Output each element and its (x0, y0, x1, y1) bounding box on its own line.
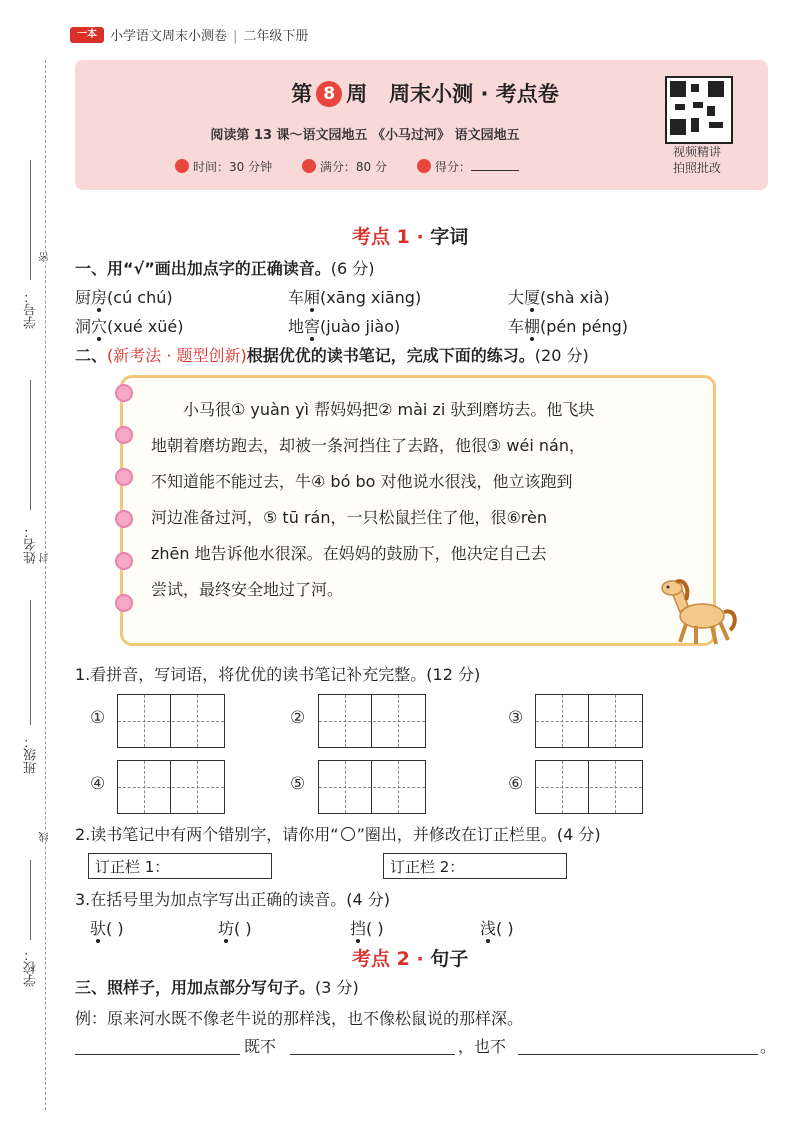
sentence-blank-1[interactable] (75, 1054, 240, 1055)
passage-line: 不知道能不能过去，牛④ bó bo 对他说水很浅，他立该跑到 (151, 472, 573, 491)
section-2-prefix: 考点 2 · (352, 948, 431, 970)
qr-caption (657, 144, 737, 176)
quiz-subtitle: 阅读第 13 课～语文园地五 《小马过河》 语文园地五 (210, 128, 520, 143)
question-3-points: (3 分) (315, 978, 359, 997)
title-prefix: 第 (291, 82, 313, 106)
q1-row-2-item-2[interactable]: 地窖(juào jiào) (288, 317, 401, 336)
passage-line: 地朝着磨坊跑去，却被一条河挡住了去路，他很③ wéi nán， (151, 436, 585, 455)
pinyin-blank-1[interactable]: 驮( ) (90, 919, 124, 938)
blank-number: ② (290, 708, 306, 728)
title-main: 周末小测 · 考点卷 (389, 82, 559, 106)
question-2-label: 二、 (75, 346, 108, 365)
sentence-connector-2: ，也不 (458, 1037, 507, 1056)
full-score-label: 满分：80 分 (319, 160, 388, 174)
pony-illustration (650, 578, 740, 648)
example-sentence: 例：原来河水既不像老牛说的那样浅，也不像松鼠说的那样深。 (75, 1009, 524, 1028)
sentence-end: 。 (760, 1037, 777, 1056)
school-line[interactable] (30, 860, 31, 940)
correction-field-2[interactable]: 订正栏 2： (383, 853, 567, 879)
qr-caption-1: 视频精讲 (672, 145, 721, 159)
passage-line: zhēn 地告诉他水很深。在妈妈的鼓励下，他决定自己去 (151, 544, 547, 563)
quiz-title (215, 78, 635, 108)
section-2-heading (352, 944, 468, 971)
passage-line: 小马很① yuàn yì 帮妈妈把② mài zi 驮到磨坊去。他飞块 (183, 400, 595, 419)
passage-line: 尝试，最终安全地过了河。 (151, 580, 344, 599)
score-field[interactable] (471, 170, 519, 171)
writing-grid-4[interactable] (117, 760, 225, 814)
pinyin-blank-4[interactable]: 浅( ) (480, 919, 514, 938)
quiz-header (75, 60, 768, 190)
section-1-title: 字词 (430, 226, 469, 248)
seal-feng: 封 (40, 553, 51, 563)
q1-row-2-item-3[interactable]: 车棚(pén péng) (508, 317, 629, 336)
seal-xian: 线 (40, 832, 51, 842)
circle-icon (341, 827, 355, 841)
blank-number: ④ (90, 774, 106, 794)
blank-number: ⑥ (508, 774, 524, 794)
student-id-label: 学号： (24, 290, 39, 329)
question-2-title: 根据优优的读书笔记，完成下面的练习。 (246, 346, 535, 365)
brand-logo: 一本 (70, 27, 104, 43)
question-1-title: 一、用“√”画出加点字的正确读音。 (75, 259, 331, 278)
question-3-title: 三、照样子，用加点部分写句子。 (75, 978, 316, 997)
pinyin-blank-3[interactable]: 挡( ) (350, 919, 384, 938)
class-line[interactable] (30, 600, 31, 725)
sentence-connector-1: 既不 (244, 1037, 277, 1056)
writing-grid-3[interactable] (535, 694, 643, 748)
qr-caption-2: 拍照批改 (672, 161, 721, 175)
blank-number: ① (90, 708, 106, 728)
sub-question-3: 3.在括号里为加点字写出正确的读音。(4 分) (75, 890, 391, 909)
title-week: 周 (346, 82, 368, 106)
time-label: 时间：30 分钟 (193, 160, 273, 174)
q1-row-1-item-2[interactable]: 车厢(xāng xiāng) (288, 288, 422, 307)
week-number: 8 (316, 81, 342, 107)
passage-line: 河边准备过河，⑤ tū rán，一只松鼠拦住了他，很⑥rèn (151, 508, 548, 527)
question-1 (75, 256, 374, 279)
seal-mi: 密 (40, 252, 51, 262)
binder-ring (115, 384, 133, 402)
correction-field-1[interactable]: 订正栏 1： (88, 853, 272, 879)
quiz-meta (175, 158, 545, 175)
sub-question-1: 1.看拼音，写词语，将优优的读书笔记补充完整。(12 分) (75, 665, 481, 684)
clock-icon (175, 159, 189, 173)
writing-grid-6[interactable] (535, 760, 643, 814)
reading-notes-card (120, 375, 716, 646)
qr-code[interactable] (665, 76, 733, 144)
score-label: 得分： (434, 160, 471, 174)
separator: | (233, 29, 238, 44)
school-label: 学校： (24, 948, 39, 987)
student-id-line[interactable] (30, 160, 31, 280)
binder-ring (115, 552, 133, 570)
class-label: 班级： (24, 735, 39, 774)
question-2 (75, 343, 589, 366)
passage-text (151, 392, 696, 608)
binder-ring (115, 594, 133, 612)
q1-row-2-item-1[interactable]: 洞穴(xué xüé) (75, 317, 184, 336)
question-1-points: (6 分) (330, 259, 375, 278)
medal-icon (302, 159, 316, 173)
writing-grid-1[interactable] (117, 694, 225, 748)
blank-number: ③ (508, 708, 524, 728)
seal-line (45, 60, 46, 1110)
series-title: 小学语文周末小测卷 (110, 29, 228, 44)
sentence-blank-3[interactable] (518, 1054, 758, 1055)
writing-grid-5[interactable] (318, 760, 426, 814)
grade-label: 二年级下册 (243, 29, 309, 44)
section-2-title: 句子 (430, 948, 469, 970)
binder-ring (115, 426, 133, 444)
blank-number: ⑤ (290, 774, 306, 794)
q1-row-1-item-3[interactable]: 大厦(shà xià) (508, 288, 610, 307)
sub-question-2: 2.读书笔记中有两个错别字，请你用“ ”圈出，并修改在订正栏里。(4 分) (75, 825, 601, 844)
target-icon (417, 159, 431, 173)
brand-title (110, 25, 308, 44)
q1-row-1-item-1[interactable]: 厨房(cú chú) (75, 288, 173, 307)
question-2-points: (20 分) (534, 346, 589, 365)
binder-ring (115, 510, 133, 528)
section-1-heading (352, 222, 468, 249)
section-1-prefix: 考点 1 · (352, 226, 431, 248)
name-label: 姓名： (24, 525, 39, 564)
question-3 (75, 975, 359, 998)
sentence-blank-2[interactable] (290, 1054, 455, 1055)
name-line[interactable] (30, 380, 31, 510)
binder-ring (115, 468, 133, 486)
new-type-tag: (新考法 · 题型创新) (107, 346, 247, 365)
pinyin-blank-2[interactable]: 坊( ) (218, 919, 252, 938)
writing-grid-2[interactable] (318, 694, 426, 748)
